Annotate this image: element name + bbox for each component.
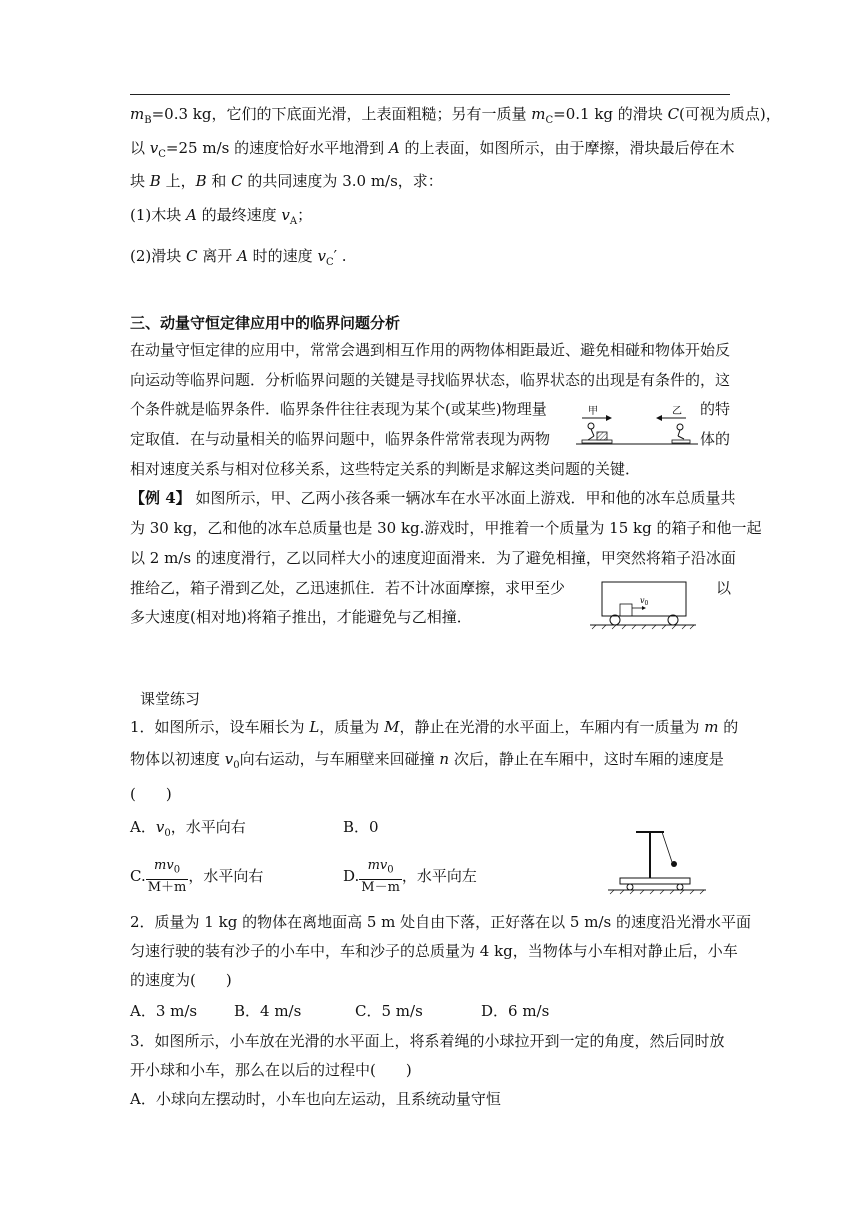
practice-q1-line-1: 1．如图所示，设车厢长为 L，质量为 M，静止在光滑的水平面上，车厢内有一质量为 m 的 [130, 718, 739, 736]
figure-pendulum-cart [604, 826, 710, 898]
problem-line-2: 以 $v_C=25$ m/s 的速度恰好水平地滑到 A 的上表面，如图所示，由于摩擦，滑块最后停在木 [130, 139, 735, 160]
example-line-5: 多大速度(相对地)将箱子推出，才能避免与乙相撞． [130, 608, 472, 626]
option-d: D. $\frac{mv_0}{M-m}$ ，水平向左 [343, 858, 477, 895]
header-rule [130, 94, 730, 95]
label-yi: 乙 [672, 406, 682, 417]
practice-heading: 课堂练习 [140, 690, 201, 708]
practice-q1-paren: ( ) [130, 785, 172, 803]
practice-q2-line-1: 2．质量为 1 kg 的物体在离地面高 5 m 处自由下落，正好落在以 5 m/s 的速度沿光滑水平面 [130, 913, 751, 931]
problem-line-1: $m_B=0.3$ kg，它们的下底面光滑，上表面粗糙；另有一质量 $m_C=0.1$ kg 的滑块 C(可视为质点)， [130, 105, 781, 126]
example-line-1: 【例 4】 如图所示，甲、乙两小孩各乘一辆冰车在水平冰面上游戏．甲和他的冰车总质量共 [130, 489, 736, 507]
section-paragraph-line: 在动量守恒定律的应用中，常常会遇到相互作用的两物体相距最近、避免相碰和物体开始反 [130, 341, 731, 359]
option-a: A．$v_0$，水平向右 [130, 818, 246, 839]
practice-q1-line-2: 物体以初速度 $v_0$向右运动，与车厢壁来回碰撞 n 次后，静止在车厢中，这时车厢的速度是 [130, 750, 724, 771]
figure-cart-block [590, 580, 696, 630]
practice-q2-option-a: A．3 m/s [130, 1002, 198, 1020]
question-2: (2)滑块 C 离开 A 时的速度 $v_C'$ . [130, 247, 347, 268]
label-v0: $v_0$ [640, 596, 649, 607]
example-line-2: 为 30 kg，乙和他的冰车总质量也是 30 kg.游戏时，甲推着一个质量为 15 kg 的箱子和他一起 [130, 519, 762, 537]
option-c: C. $\frac{mv_0}{M+m}$ ，水平向右 [130, 858, 264, 895]
figure-ice-kids [576, 404, 698, 448]
option-b: B．0 [343, 818, 379, 836]
section-title: 三、动量守恒定律应用中的临界问题分析 [130, 314, 401, 332]
example-tag: 【例 4】 [130, 489, 191, 507]
practice-q3-line-1: 3．如图所示，小车放在光滑的水平面上，将系着绳的小球拉开到一定的角度，然后同时放 [130, 1032, 725, 1050]
section-paragraph-line: 个条件就是临界条件．临界条件往往表现为某个(或某些)物理量 的特 [130, 400, 731, 418]
example-line-3: 以 2 m/s 的速度滑行，乙以同样大小的速度迎面滑来．为了避免相撞，甲突然将箱子沿冰面 [130, 549, 736, 567]
problem-line-3: 块 B 上，B 和 C 的共同速度为 3.0 m/s，求： [130, 172, 443, 190]
label-jia: 甲 [588, 406, 598, 417]
practice-q3-line-2: 开小球和小车，那么在以后的过程中( ) [130, 1061, 412, 1079]
section-paragraph-line: 定取值．在与动量相关的临界问题中，临界条件常常表现为两物 体的 [130, 430, 731, 448]
practice-q2-line-3: 的速度为( ) [130, 971, 232, 989]
practice-q2-line-2: 匀速行驶的装有沙子的小车中，车和沙子的总质量为 4 kg，当物体与小车相对静止后，小车 [130, 942, 738, 960]
practice-q2-option-c: C．5 m/s [355, 1002, 423, 1020]
practice-q2-option-d: D．6 m/s [481, 1002, 550, 1020]
example-line-4: 推给乙，箱子滑到乙处，乙迅速抓住．若不计冰面摩擦，求甲至少 以 [130, 579, 732, 597]
practice-q3-option-a: A．小球向左摆动时，小车也向左运动，且系统动量守恒 [130, 1090, 501, 1108]
section-paragraph-line: 向运动等临界问题．分析临界问题的关键是寻找临界状态，临界状态的出现是有条件的，这 [130, 371, 731, 389]
section-paragraph-line: 相对速度关系与相对位移关系，这些特定关系的判断是求解这类问题的关键． [130, 460, 641, 478]
question-1: (1)木块 A 的最终速度 $v_A$； [130, 206, 313, 227]
practice-q2-option-b: B．4 m/s [234, 1002, 302, 1020]
